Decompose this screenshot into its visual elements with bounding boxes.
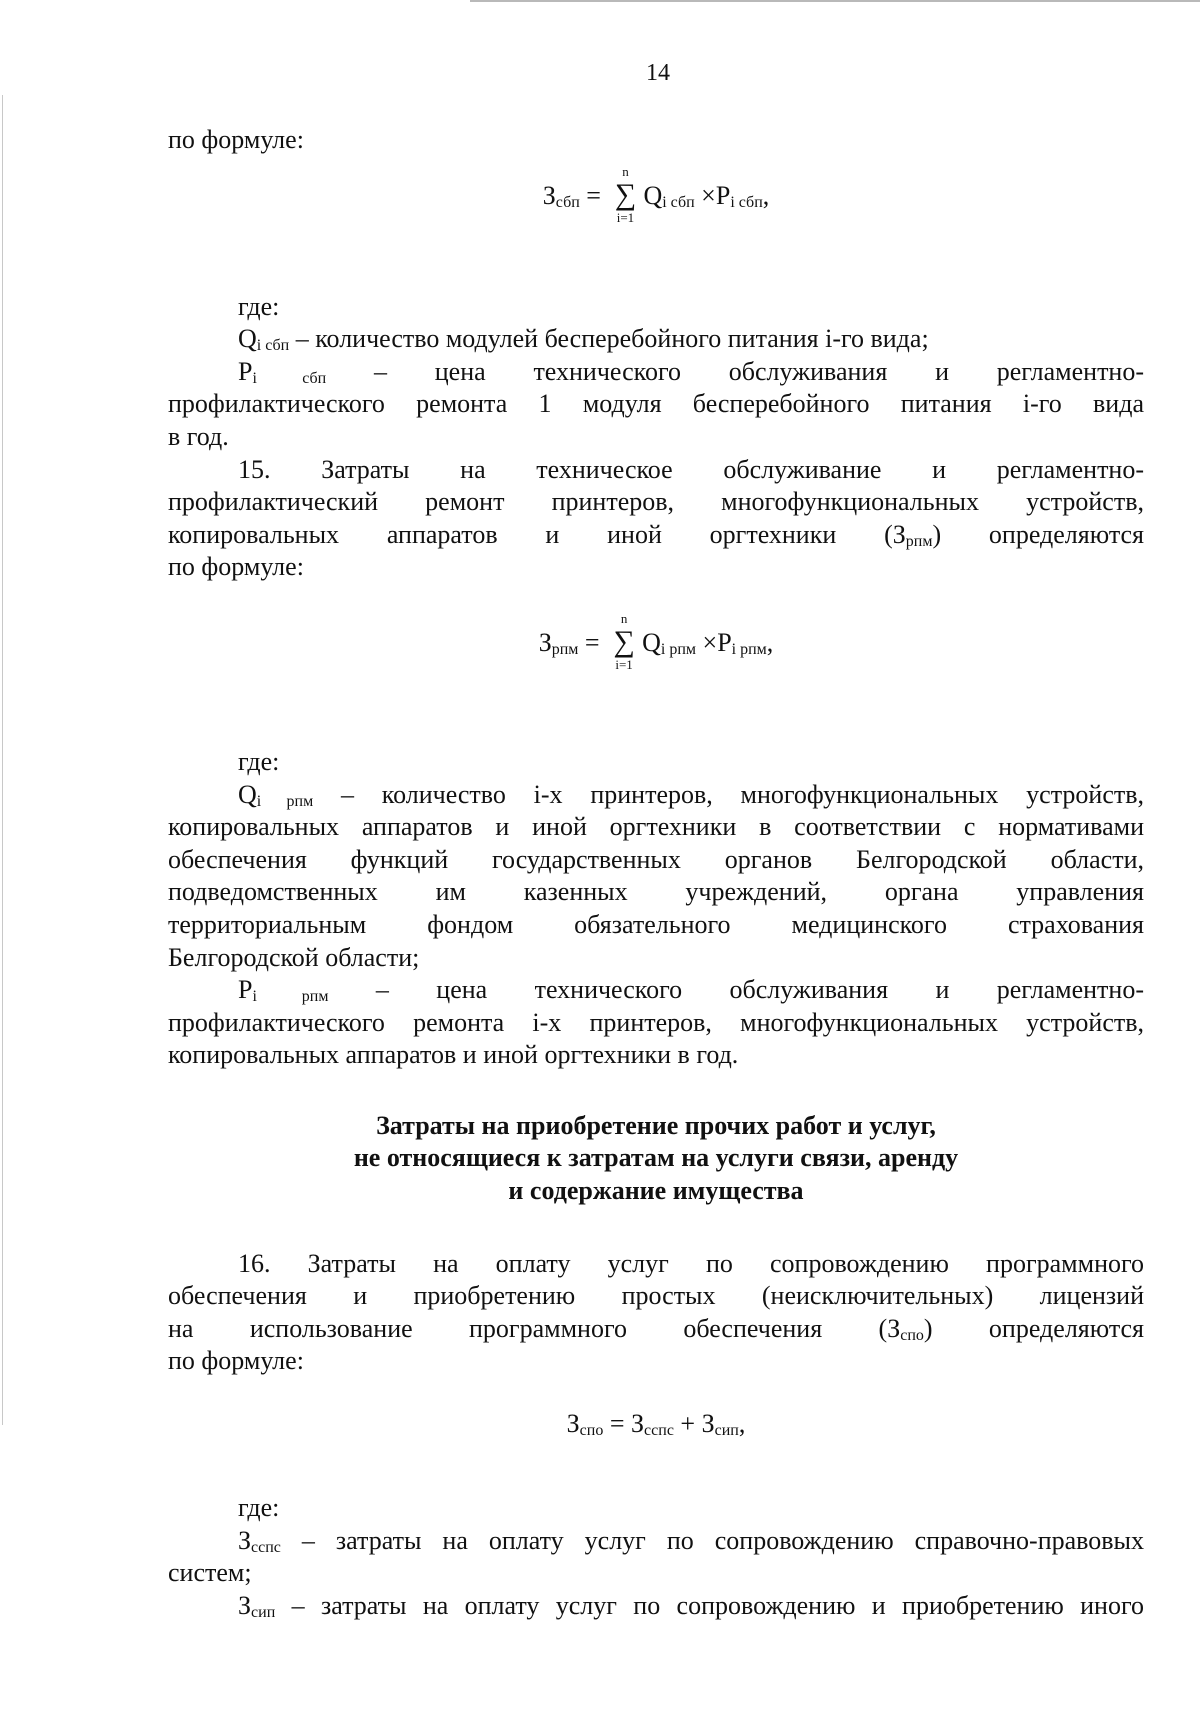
definition-z-sip-line1: Зсип – затраты на оплату услуг по сопровождению и приобретению иного — [238, 1590, 1144, 1621]
spacer — [168, 1072, 1144, 1110]
item15-line1: 15. Затраты на техническое обслуживание и регламентно- — [238, 454, 1144, 484]
definition-q-rpm-line5: территориальным фондом обязательного медицинского страхования — [168, 909, 1144, 939]
item15-line2: профилактический ремонт принтеров, многофункциональных устройств, — [168, 487, 1144, 517]
definition-q-rpm-line3: обеспечения функций государственных органов Белгородской области, — [168, 844, 1144, 874]
definition-q-sbp: Qi сбп – количество модулей бесперебойного питания i-го вида; — [238, 324, 929, 355]
definition-q-rpm-line2: копировальных аппаратов и иной оргтехники в соответствии с нормативами — [168, 812, 1144, 842]
definition-p-rpm-line3: копировальных аппаратов и иной оргтехники в год. — [168, 1040, 739, 1070]
scan-top-edge — [470, 0, 1200, 2]
definition-p-rpm-line2: профилактического ремонта i-х принтеров, многофункциональных устройств, — [168, 1007, 1144, 1037]
page-number: 14 — [646, 60, 670, 86]
definition-z-sspc-line1: Зсспс – затраты на оплату услуг по сопровождению справочно-правовых — [238, 1525, 1144, 1556]
item16-line3: на использование программного обеспечения (Зспо) определяются — [168, 1313, 1145, 1344]
spacer — [168, 251, 1144, 291]
item15-line4: по формуле: — [168, 552, 304, 582]
definition-q-rpm-line6: Белгородской области; — [168, 942, 420, 972]
item15-line3: копировальных аппаратов и иной оргтехники (Зрпм) определяются — [168, 519, 1144, 550]
summation-sign: n ∑ i=1 — [613, 610, 635, 672]
formula-spo: Зспо = Зсспс + Зсип, — [566, 1409, 746, 1440]
spacer — [168, 726, 1144, 746]
where-label: где: — [238, 291, 280, 321]
definition-p-rpm-line1: Pi рпм – цена технического обслуживания и регламентно- — [238, 975, 1144, 1006]
intro-text: по формуле: — [168, 125, 304, 154]
definition-p-sbp-line1: Pi сбп – цена технического обслуживания и регламентно- — [238, 356, 1144, 387]
where-label: где: — [238, 1493, 280, 1523]
definition-q-rpm-line4: подведомственных им казенных учреждений, органа управления — [168, 877, 1144, 907]
definition-p-sbp-line3: в год. — [168, 421, 229, 451]
item16-line4: по формуле: — [168, 1346, 304, 1376]
summation-sign: n ∑ i=1 — [614, 163, 637, 225]
document-body — [168, 124, 1144, 1622]
formula-sbp: Зсбп = n ∑ i=1 Qi сбп ×Pi сбп, — [542, 163, 770, 225]
section-heading-line3: и содержание имущества — [508, 1176, 804, 1206]
scan-left-edge — [2, 95, 3, 1425]
definition-z-sspc-line2: систем; — [168, 1558, 252, 1588]
item16-line2: обеспечения и приобретению простых (неисключительных) лицензий — [168, 1281, 1144, 1311]
section-heading-line2: не относящиеся к затратам на услуги связи, аренду — [353, 1143, 959, 1173]
spacer — [168, 1208, 1144, 1248]
where-label: где: — [238, 746, 280, 776]
item16-line1: 16. Затраты на оплату услуг по сопровождению программного — [238, 1248, 1144, 1278]
formula-rpm: Зрпм = n ∑ i=1 Qi рпм ×Pi рпм, — [538, 610, 774, 672]
definition-p-sbp-line2: профилактического ремонта 1 модуля бесперебойного питания i-го вида — [168, 389, 1144, 419]
definition-q-rpm-line1: Qi рпм – количество i-х принтеров, многофункциональных устройств, — [238, 779, 1144, 810]
section-heading-line1: Затраты на приобретение прочих работ и услуг, — [376, 1110, 936, 1140]
